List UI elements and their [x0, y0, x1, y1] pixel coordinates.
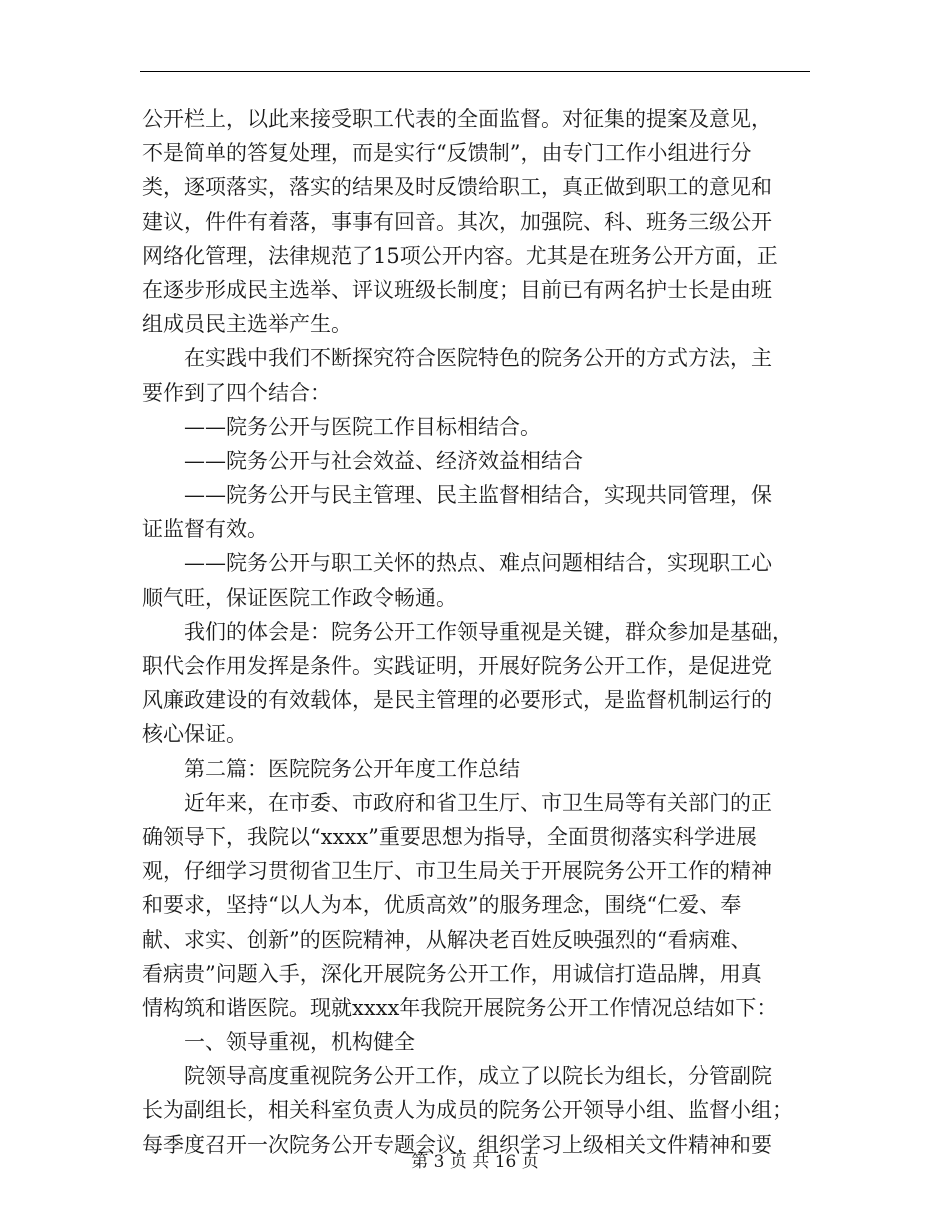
- section-heading: 第二篇：医院院务公开年度工作总结: [184, 756, 520, 781]
- text-line: 网络化管理，法律规范了15项公开内容。尤其是在班务公开方面，正: [142, 243, 778, 268]
- text-line: 公开栏上，以此来接受职工代表的全面监督。对征集的提案及意见，: [142, 107, 772, 131]
- text-line: 职代会作用发挥是条件。实践证明，开展好院务公开工作，是促进党: [142, 654, 772, 678]
- text-line: 情构筑和谐医院。现就xxxx年我院开展院务公开工作情况总结如下：: [142, 995, 778, 1020]
- text-line: 核心保证。: [142, 722, 247, 747]
- text-line: 不是简单的答复处理，而是实行“反馈制”，由专门工作小组进行分: [142, 141, 752, 166]
- text-line: 院领导高度重视院务公开工作，成立了以院长为组长，分管副院: [184, 1064, 772, 1089]
- text-line: 风廉政建设的有效载体，是民主管理的必要形式，是监督机制运行的: [142, 688, 772, 713]
- text-line: 献、求实、创新”的医院精神，从解决老百姓反映强烈的“看病难、: [142, 927, 752, 952]
- text-line: 确领导下，我院以“xxxx”重要思想为指导，全面贯彻落实科学进展: [142, 824, 757, 849]
- text-line: 在实践中我们不断探究符合医院特色的院务公开的方式方法，主: [184, 346, 772, 371]
- text-line: 每季度召开一次院务公开专题会议，组织学习上级相关文件精神和要: [142, 1132, 772, 1157]
- section-heading: 一、领导重视，机构健全: [184, 1030, 415, 1055]
- text-line: 和要求，坚持“以人为本，优质高效”的服务理念，围绕“仁爱、奉: [142, 893, 742, 918]
- text-line: 建议，件件有着落，事事有回音。其次，加强院、科、班务三级公开: [142, 209, 772, 234]
- text-line: 顺气旺，保证医院工作政令畅通。: [142, 585, 457, 610]
- text-line: ——院务公开与医院工作目标相结合。: [184, 414, 541, 439]
- text-line: 要作到了四个结合：: [142, 380, 331, 405]
- document-body: [142, 102, 810, 1162]
- text-line: ——院务公开与职工关怀的热点、难点问题相结合，实现职工心: [184, 551, 772, 576]
- header-rule: [140, 71, 810, 72]
- text-line: 类，逐项落实，落实的结果及时反馈给职工，真正做到职工的意见和: [142, 175, 772, 200]
- text-line: 观，仔细学习贯彻省卫生厅、市卫生局关于开展院务公开工作的精神: [142, 859, 772, 884]
- text-line: 看病贵”问题入手，深化开展院务公开工作，用诚信打造品牌，用真: [142, 961, 762, 986]
- text-line: ——院务公开与民主管理、民主监督相结合，实现共同管理，保: [184, 483, 772, 508]
- text-line: 近年来，在市委、市政府和省卫生厅、市卫生局等有关部门的正: [184, 790, 772, 815]
- text-line: 长为副组长，相关科室负责人为成员的院务公开领导小组、监督小组；: [142, 1098, 793, 1123]
- page-footer: 第 3 页 共 16 页: [411, 1152, 539, 1172]
- text-line: 我们的体会是：院务公开工作领导重视是关键，群众参加是基础，: [184, 619, 793, 644]
- text-line: 在逐步形成民主选举、评议班级长制度；目前已有两名护士长是由班: [142, 277, 772, 302]
- text-line: ——院务公开与社会效益、经济效益相结合: [184, 448, 583, 473]
- text-line: 组成员民主选举产生。: [142, 312, 352, 337]
- text-line: 证监督有效。: [142, 517, 268, 542]
